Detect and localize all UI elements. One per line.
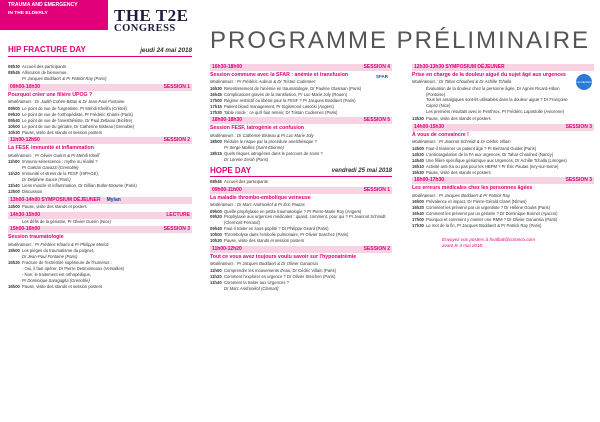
- time: 11h20: [8, 171, 20, 177]
- time: 09h40: [8, 117, 20, 123]
- item: Comprendre les mouvements d'eau, Dr Cédric Villain (Paris): [224, 267, 336, 273]
- program-row: [8, 260, 192, 266]
- page-title: PROGRAMME PRÉLIMINAIRE: [210, 27, 591, 54]
- item: Immunité et stress de la FESF (HIPAGE),: [22, 171, 99, 177]
- program-row: [412, 146, 594, 152]
- item: Prévalence et impact, Dr Pierre-Gérald Claret (Nîmes): [426, 199, 527, 205]
- session-title: Pourquoi créer une filière UPOG ?: [8, 91, 93, 98]
- speaker: Dr Lorene Zerah (Paris): [224, 157, 269, 163]
- banner-line2: IN THE ELDERLY: [8, 11, 48, 17]
- talk: Les premiers résultats avec le Penthrox, Pr Frédéric Lapostolle (Avicenne): [426, 108, 564, 114]
- session-label: SYMPOSIUM DÉJEUNER: [445, 64, 505, 70]
- session-label: SESSION 1: [163, 83, 190, 90]
- program-row: [412, 152, 594, 158]
- program-row: [412, 170, 594, 176]
- time: 15h30: [412, 169, 424, 175]
- event-banner: [0, 0, 108, 30]
- item: Fracture de l'extrémité supérieure de l'humérus :: [22, 260, 112, 266]
- talk: Tous les antalgiques sont-ils utilisables dans la douleur aiguë ? Dr Françoise Capriz (Nice): [426, 97, 568, 108]
- session-label: SESSION 1: [363, 186, 390, 193]
- item: Comment l'explorer en urgence ? Dr Olivier Steichen (Paris): [224, 273, 336, 279]
- session-bar: [8, 84, 192, 91]
- time: 17h00: [412, 217, 424, 223]
- time: 16h20: [412, 205, 424, 211]
- program-row: [412, 158, 594, 164]
- session-title: Session commune avec la SFAR : anémie et transfusion: [210, 72, 349, 78]
- item: Pause, visite des stands et posters: [22, 204, 87, 210]
- item: Accueil des participants: [22, 64, 66, 70]
- time: 14h20: [412, 151, 424, 157]
- session-bar: [210, 117, 392, 124]
- session-title: Tout ce vous avez toujours voulu savoir sur l'hyponatrémie: [210, 253, 357, 260]
- program-row: [8, 171, 192, 177]
- item: Allocution de bienvenue,: [22, 70, 68, 76]
- moderators: Modérateurs : Pr Frédéric Khiami & Pr Philippe Merloz: [8, 241, 109, 247]
- item: Activité anti-Xa ou pas pour les HBPM ? Pr Éric Pautas (Ivry-sur-Seine): [426, 163, 559, 169]
- session-time: 18h00-18h30: [212, 117, 243, 124]
- day2-header: [210, 166, 392, 177]
- time: 09h00: [8, 105, 20, 111]
- lecture-item: Les défis de la gériatrie, Pr Olivier Guérin (Nice): [22, 218, 111, 224]
- session-title: Session traumatologie: [8, 234, 64, 241]
- session-label: SESSION 3: [565, 177, 592, 184]
- item: Quelle prophylaxie en petite traumatologie ? Pr Pierre-Marie Roy (Angers): [224, 208, 362, 214]
- time: 14h40: [412, 157, 424, 163]
- session-title: La maladie thrombo-embolique veineuse: [210, 194, 311, 201]
- time: 11h00: [210, 267, 222, 273]
- time: 15h10: [412, 163, 424, 169]
- column-2: [210, 64, 392, 291]
- program-row: [210, 280, 392, 286]
- program-row: [210, 151, 392, 157]
- session-label: SESSION 3: [163, 226, 190, 233]
- time: 11h40: [210, 279, 222, 285]
- brand-t2e: THE T2E: [114, 6, 189, 25]
- program-row: [8, 189, 192, 195]
- program-row: [412, 205, 594, 211]
- program-row: [210, 274, 392, 280]
- item: Accueil des participants: [224, 178, 268, 184]
- session-time: 16h00-17h30: [414, 177, 445, 184]
- column-1: [8, 64, 192, 290]
- program-row: [8, 204, 192, 210]
- program-row: [210, 226, 392, 232]
- session-bar: [210, 64, 392, 71]
- item: Pause, visite des stands et session posters: [22, 129, 103, 135]
- program-row: [8, 159, 192, 165]
- item: Pause, visite des stands et session posters: [224, 238, 305, 244]
- item: Immuno-sénescence : mythe ou réalité ?: [22, 159, 98, 165]
- time: 09h20: [8, 111, 20, 117]
- speaker: Dr Jean-Paul Fontaine (Paris): [22, 254, 78, 260]
- time: 11h40: [8, 183, 20, 189]
- moderators: Modérateurs : Dr Judith Cohen-Bittan & Dr Jean-Paul Fontaine: [8, 99, 125, 105]
- program-row: [8, 248, 192, 254]
- session-label: SYMPOSIUM DÉJEUNER: [41, 196, 101, 203]
- time: 09h40: [210, 226, 222, 232]
- time: 16h00: [8, 283, 20, 289]
- time: 13h30: [412, 116, 424, 122]
- item: Comment la traiter aux Urgences ?: [224, 279, 289, 285]
- item: Une filière spécifique gériatrique aux Urgences, Dr Achille Tchalla (Limoges): [426, 157, 567, 163]
- program-row: [210, 232, 392, 238]
- time: 10h00: [8, 123, 20, 129]
- session-bar: [8, 137, 192, 144]
- item: Comment les prévenir par un gériatre ? Dr Dominique Bonnet (Ajaccio): [426, 211, 558, 217]
- time: 10h30: [8, 129, 20, 135]
- speaker: Pr Serge Molliex (Saint-Etienne): [224, 145, 284, 151]
- program-row: [210, 209, 392, 215]
- session-label: SESSION 4: [363, 64, 390, 70]
- item: L'anticoagulation de la FA aux urgences, Dr Tahar Chouihed (Nancy): [426, 151, 554, 157]
- time: 11h20: [210, 273, 222, 279]
- program-row: [210, 268, 392, 274]
- program-row: [210, 92, 392, 98]
- item: Table ronde : ce qu'il faut retenir, Dr Tristan Cudennec (Paris): [224, 109, 338, 115]
- program-row: [210, 238, 392, 244]
- moderators: Modérateurs : Pr Jacques Boddaert & Dr Olivier Ganansia: [210, 260, 318, 266]
- time: 14h00: [8, 204, 20, 210]
- session-time: 13h00-14h00: [10, 196, 41, 203]
- session-bar: [412, 177, 594, 184]
- time: 10h00: [210, 232, 222, 238]
- session-time: 09h00-10h30: [10, 83, 41, 90]
- item: Retentissement de l'anémie en traumatologie, Dr Pauline Glasman (Paris): [224, 85, 362, 91]
- session-title: À vous de convaincre !: [412, 131, 469, 138]
- session-title: Session FESF, iatrogénie et confusion: [210, 125, 304, 132]
- day2-name: HOPE DAY: [210, 165, 252, 175]
- posters-email[interactable]: Envoyez vos posters à hvalbat@comnco.com: [442, 236, 536, 242]
- moderators: Modérateurs : Dr Tahar Chouihed & Dr Achille Tchalla: [412, 79, 512, 85]
- banner-line1: TRAUMA AND EMERGENCY: [8, 2, 78, 8]
- item: Le point de vue du gériatre, Dr Catherine Bisteau (Grenoble): [22, 123, 135, 129]
- time: 17h30: [412, 223, 424, 229]
- program-row: [412, 217, 594, 223]
- item: Thrombolyse dans l'embolie pulmonaire, Pr Olivier Sanchez (Paris): [224, 232, 349, 238]
- program-row: [8, 106, 192, 112]
- moderators: Modérateurs : Pr Frédéric Aubrun & Dr Tristan Cudennec: [210, 79, 316, 85]
- program-row: [210, 104, 392, 110]
- sfar-logo: SFAR: [375, 74, 388, 79]
- time: 10h30: [210, 238, 222, 244]
- session-title: Les erreurs médicales chez les personnes âgées: [412, 185, 533, 192]
- day1-name: HIP FRACTURE DAY: [8, 45, 86, 54]
- item: Faut-il traiter en sous-poplité ? Dr Philippe Girard (Paris): [224, 226, 329, 232]
- item: Le point de vue de l'anesthésiste, Dr Paul Zetlaoui (Bicêtre): [22, 117, 133, 123]
- session-time: 11h00-12h20: [212, 245, 242, 252]
- moderators: Modérateurs : Dr Catherine Bisteau & Pr Luc-Marie Joly: [210, 132, 314, 138]
- session-title: Prise en charge de la douleur aiguë du sujet âgé aux urgences: [412, 72, 566, 78]
- time: 17h00: [210, 97, 222, 103]
- time: 18h15: [210, 151, 222, 157]
- column-3: [412, 64, 594, 249]
- speaker: Pr Jacques Boddaert & Pr Patrick Ray (Paris): [22, 76, 107, 82]
- item: Les pièges du traumatisme du poignet,: [22, 248, 95, 254]
- speaker: Pr Gaëtan Gavazzi (Grenoble): [22, 165, 79, 171]
- program-row: [210, 139, 392, 145]
- day1-date: jeudi 24 mai 2018: [140, 47, 192, 54]
- program-row: [412, 199, 594, 205]
- talk: Évaluation de la douleur chez la personne âgée, Dr Agnès Ricard-Hibon (Pontoise): [426, 85, 560, 97]
- speaker: Dr Marc Andronikof (Clamart): [224, 285, 279, 291]
- speaker: Dr Delphine Sauce (Paris): [22, 177, 71, 183]
- posters-note: [412, 237, 594, 249]
- time: 16h00: [412, 199, 424, 205]
- moderators: Modérateurs : Pr Jeannot Schmidt & Dr Cédric Villain: [412, 139, 511, 145]
- moderators: Modérateurs : Dr Marc Andronikof & Pr Éric Pautas: [210, 201, 305, 207]
- day1-header: [8, 45, 192, 57]
- time: 09h20: [210, 214, 222, 220]
- program-row: [412, 164, 594, 170]
- item: Pause, visite des stands et session posters: [22, 283, 103, 289]
- time: 15h20: [8, 260, 20, 266]
- session-time: 09h00-11h00: [212, 186, 242, 193]
- item: Réduire le risque par la procédure anesthésique ?: [224, 139, 317, 145]
- program-row: [8, 64, 192, 70]
- time: 08h30: [8, 64, 20, 70]
- time: 08h45: [210, 178, 222, 184]
- item: Quels risques iatrogènes dans le parcours de soins ?: [224, 151, 323, 157]
- session-time: 14h00-15h30: [414, 123, 445, 130]
- session-time: 11h00-12h50: [10, 137, 40, 144]
- program-row: [8, 284, 192, 290]
- item: Prophylaxie aux urgences médicales : quand, comment, pour qui ? Pr Jeannot Schmidt (Clermont-Ferrand): [224, 214, 386, 226]
- item: Pause, visite des stands et posters: [426, 116, 491, 122]
- program-row: [210, 179, 392, 185]
- lecture-bar: [8, 212, 192, 219]
- session-label: SESSION 2: [163, 137, 190, 144]
- item: Pourquoi et comment y monter une RMM ? Dr Olivier Ganansia (Paris): [426, 217, 558, 223]
- program-row: [412, 211, 594, 217]
- sub-item: - Non, le traitement est orthopédique,: [22, 271, 92, 277]
- session-time: 15h00-16h00: [10, 226, 41, 233]
- time: 16h30: [210, 85, 222, 91]
- program-row: [8, 130, 192, 136]
- session-time: 16h30-18h00: [212, 64, 243, 70]
- session-time: 12h30-13h30: [414, 64, 445, 70]
- session-label: SESSION 5: [363, 117, 390, 124]
- mylan-logo: Mylan: [106, 196, 121, 203]
- item: Le point de vue de l'urgentiste, Pr Mehdi Khelifa (Créteil): [22, 105, 127, 111]
- session-bar: [210, 187, 392, 194]
- item: Le mot de la fin, Pr Jacques Boddaert & Pr Patrick Ray (Paris): [426, 223, 542, 229]
- time: 11h00: [8, 159, 20, 165]
- symposium-bar: [8, 197, 192, 204]
- time: 14h00: [412, 145, 424, 151]
- session-label: SESSION 2: [363, 245, 390, 252]
- time: 08h45: [8, 70, 20, 76]
- item: Discussion: [22, 189, 43, 195]
- session-bar: [412, 124, 594, 131]
- program-row: [210, 86, 392, 92]
- day2-date: vendredi 25 mai 2018: [331, 167, 392, 174]
- program-row: [8, 118, 192, 124]
- item: Complications graves de la transfusion, Pr Luc-Marie Joly (Rouen): [224, 91, 348, 97]
- speaker: Pr Dominique Saragaglia (Grenoble): [22, 277, 90, 283]
- moderators: Modérateurs : Pr Jacques Boddaert & Pr Patrick Ray: [412, 192, 510, 198]
- program-row: [8, 112, 192, 118]
- program-row: [412, 223, 594, 229]
- session-bar: [210, 246, 392, 253]
- item: Comment les prévenir par un urgentiste ? Dr Hélène Goulet (Paris): [426, 205, 551, 211]
- session-title: La FESF, immunité et inflammation: [8, 145, 94, 152]
- brand-congress: CONGRESS: [114, 23, 176, 34]
- item: Faut-il réanimer un patient âgé ? Pr Bertrand Guidet (Paris): [426, 145, 537, 151]
- program-row: [210, 110, 392, 116]
- time: 15h00: [8, 248, 20, 254]
- program-row: [8, 183, 192, 189]
- program-row: [8, 70, 192, 76]
- session-time: 14h30-15h00: [10, 211, 41, 218]
- program-row: [210, 214, 392, 225]
- program-row: [8, 124, 192, 130]
- item: Liens muscle et inflammation, Dr Gillian Butler-Browne (Paris): [22, 183, 137, 189]
- program-row: [210, 98, 392, 104]
- time: 09h00: [210, 208, 222, 214]
- program-row: [412, 116, 594, 122]
- moderators: Modérateurs : Pr Olivier Guérin & Pr Mehdi Khelif: [8, 152, 100, 158]
- time: 17h30: [210, 109, 222, 115]
- item: Patient blood management, Pr Sigismond Lasocki (Angers): [224, 103, 334, 109]
- time: 17h15: [210, 103, 222, 109]
- item: Pause, visite des stands et posters: [426, 169, 491, 175]
- sub-item: - Oui, il faut opérer, Dr Pierre Desmoineaux (Versailles): [22, 266, 125, 272]
- time: 16h45: [210, 91, 222, 97]
- session-label: SESSION 3: [565, 123, 592, 130]
- mundipharma-logo: mundipharma: [576, 74, 592, 90]
- session-bar: [8, 226, 192, 233]
- session-label: LECTURE: [166, 211, 190, 218]
- posters-deadline: avant le 4 mai 2018.: [442, 243, 484, 249]
- item: Le point de vue de l'orthopédiste, Pr Frédéric Khiami (Paris): [22, 111, 133, 117]
- symposium-bar: [412, 64, 594, 71]
- time: 18h00: [210, 139, 222, 145]
- item: Régime restrictif ou libéral pour la FESF ? Pr Jacques Boddaert (Paris): [224, 97, 356, 103]
- time: 12h00: [8, 189, 20, 195]
- time: 16h40: [412, 211, 424, 217]
